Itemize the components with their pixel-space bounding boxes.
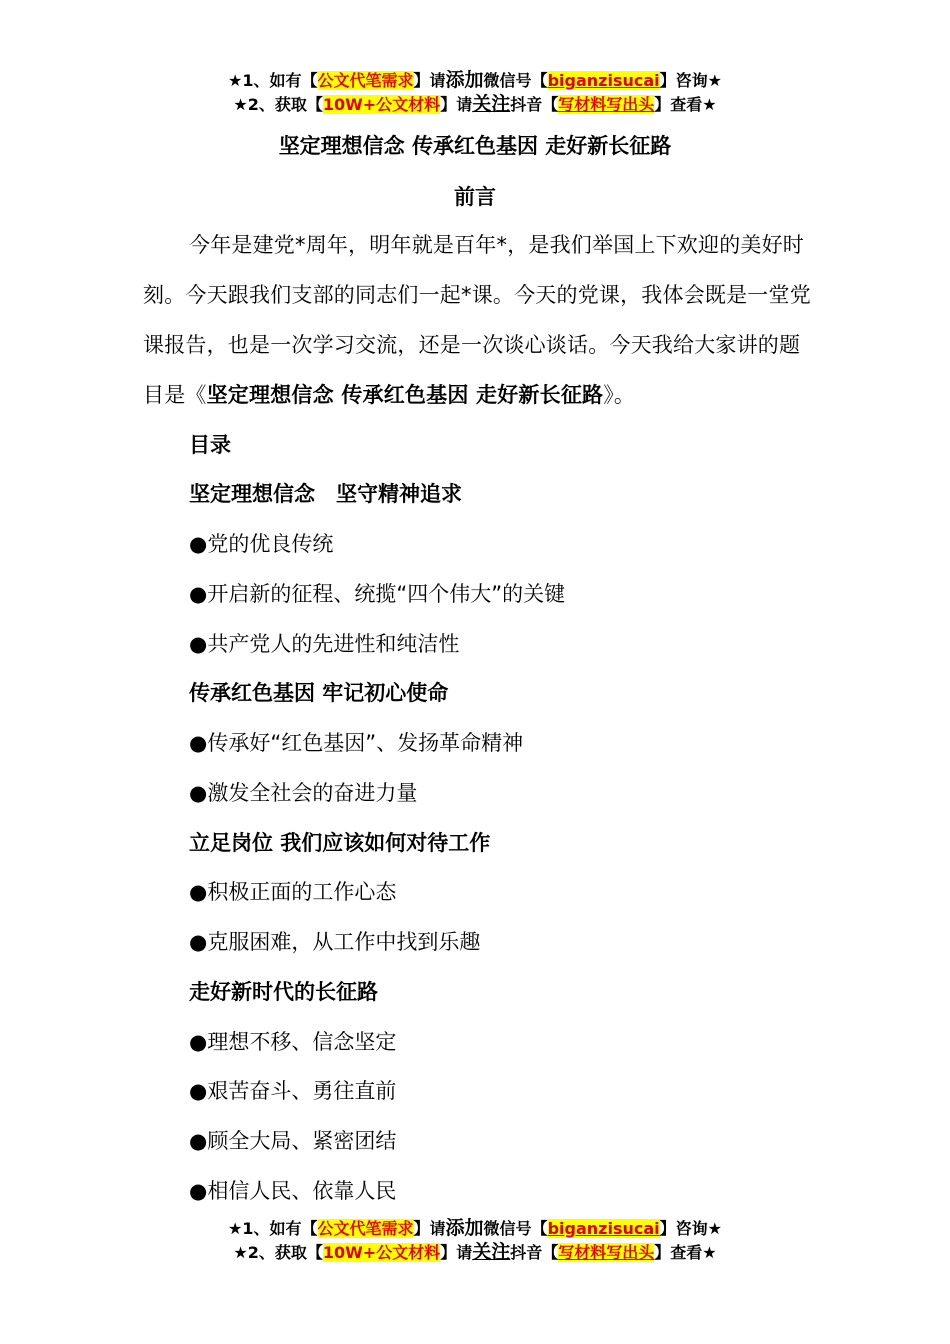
- toc-section-heading: 走好新时代的长征路: [189, 980, 378, 1004]
- toc-section-heading: 立足岗位 我们应该如何对待工作: [189, 831, 491, 855]
- intro-paragraph: 今年是建党*周年，明年就是百年*，是我们举国上下欢迎的美好时刻。今天跟我们支部的同志们一起*课。今天的党课，我体会既是一堂党课报告，也是一次学习交流，还是一次谈心谈话。今天我给大家讲的题目是《坚定理想信念 传承红色基因 走好新长征路》。: [143, 233, 811, 407]
- douyin-id: 写材料写出头: [558, 95, 655, 114]
- toc-section-heading: 传承红色基因 牢记初心使命: [189, 681, 449, 705]
- wechat-id: biganzisucai: [547, 71, 660, 90]
- top-banner: [0, 68, 950, 116]
- toc-item: ●相信人民、依靠人民: [189, 1179, 397, 1203]
- banner-line-1: ★1、如有【公文代笔需求】请添加微信号【biganzisucai】咨询★: [228, 1217, 722, 1239]
- toc-item: ●党的优良传统: [189, 532, 334, 556]
- highlight-materials: 10W+公文材料: [322, 95, 441, 114]
- banner-line-2: ★2、获取【10W+公文材料】请关注抖音【写材料写出头】查看★: [233, 93, 717, 115]
- toc-heading: 目录: [189, 433, 231, 457]
- toc-item: ●传承好“红色基因”、发扬革命精神: [189, 731, 524, 755]
- document-title: 坚定理想信念 传承红色基因 走好新长征路: [278, 134, 672, 158]
- banner-line-2: ★2、获取【10W+公文材料】请关注抖音【写材料写出头】查看★: [233, 1241, 717, 1263]
- preface-heading: 前言: [454, 185, 496, 209]
- highlight-service: 公文代笔需求: [317, 1219, 414, 1238]
- toc-item: ●积极正面的工作心态: [189, 880, 397, 904]
- highlight-service: 公文代笔需求: [317, 71, 414, 90]
- banner-line-1: ★1、如有【公文代笔需求】请添加微信号【biganzisucai】咨询★: [228, 69, 722, 91]
- toc-section-heading: 坚定理想信念 坚守精神追求: [189, 482, 462, 506]
- toc-item: ●开启新的征程、统揽“四个伟大”的关键: [189, 582, 566, 606]
- bottom-banner: [0, 1216, 950, 1264]
- toc-item: ●艰苦奋斗、勇往直前: [189, 1079, 397, 1103]
- toc-item: ●顾全大局、紧密团结: [189, 1129, 397, 1153]
- douyin-id: 写材料写出头: [558, 1243, 655, 1262]
- toc-item: ●克服困难，从工作中找到乐趣: [189, 930, 481, 954]
- intro-bold-title: 坚定理想信念 传承红色基因 走好新长征路: [206, 383, 604, 407]
- toc-item: ●激发全社会的奋进力量: [189, 781, 418, 805]
- highlight-materials: 10W+公文材料: [322, 1243, 441, 1262]
- toc-item: ●理想不移、信念坚定: [189, 1030, 397, 1054]
- toc-item: ●共产党人的先进性和纯洁性: [189, 632, 460, 656]
- wechat-id: biganzisucai: [547, 1219, 660, 1238]
